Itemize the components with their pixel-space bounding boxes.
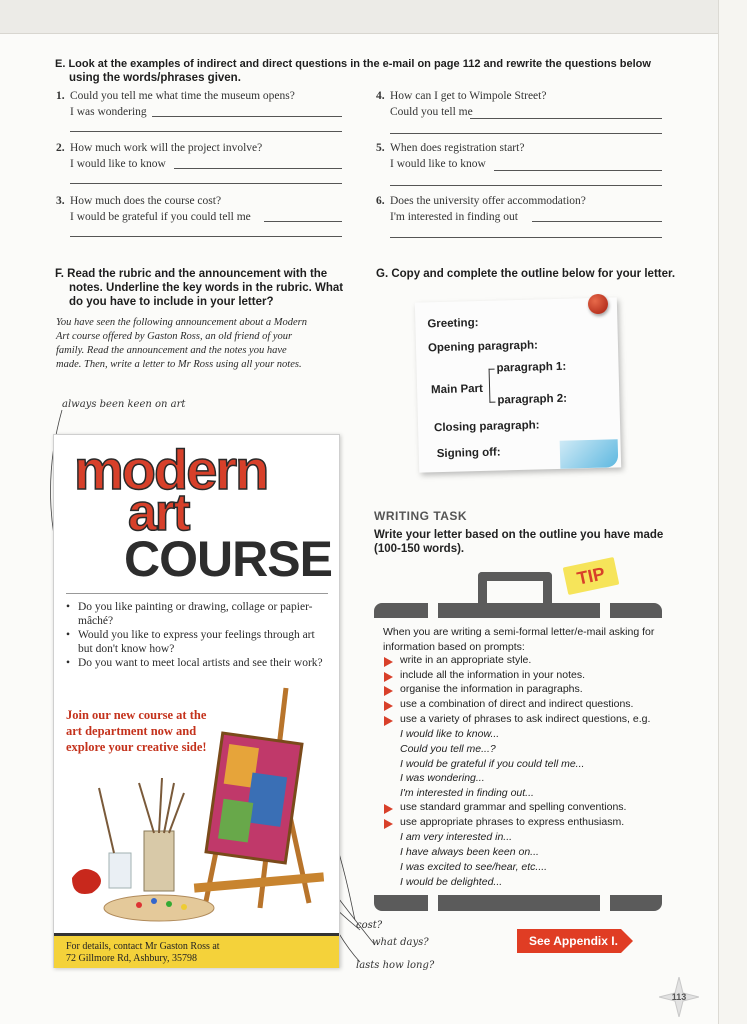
poster-bullet: • Would you like to express your feelings through art but don't know how? xyxy=(66,628,328,656)
handwritten-note-keen: always been keen on art xyxy=(62,399,186,410)
tip-item: use appropriate phrases to express enthusiasm. xyxy=(400,816,625,828)
tip-item: organise the information in paragraphs. xyxy=(400,683,583,695)
poster-bullet: • Do you want to meet local artists and see their work? xyxy=(66,656,328,670)
tip-example: I was excited to see/hear, etc.... xyxy=(400,861,548,873)
question-1: 1. Could you tell me what time the museum opens? I was wondering xyxy=(56,90,295,118)
tip-example: I have always been keen on... xyxy=(400,846,539,858)
answer-line-1b[interactable] xyxy=(70,131,342,132)
answer-line-4a[interactable] xyxy=(470,118,662,119)
tip-example: I would be delighted... xyxy=(400,876,503,888)
bullet-arrow-icon xyxy=(384,686,393,696)
tip-item: use standard grammar and spelling conventions. xyxy=(400,801,627,813)
bar-gap xyxy=(428,598,438,620)
see-appendix-button[interactable]: See Appendix I. xyxy=(517,929,621,953)
tip-example: I would like to know... xyxy=(400,728,500,740)
outline-paragraph-1: paragraph 1: xyxy=(496,360,567,375)
poster-divider xyxy=(66,593,328,594)
tip-intro: When you are writing a semi-formal letter/e-mail asking for information based on prompts: xyxy=(383,626,655,653)
tip-label-tag: TIP xyxy=(563,557,620,595)
outline-signing: Signing off: xyxy=(436,446,501,461)
tip-item: write in an appropriate style. xyxy=(400,654,532,666)
outline-opening: Opening paragraph: xyxy=(427,339,539,355)
exercise-g-heading: G. Copy and complete the outline below for your letter. xyxy=(376,268,676,280)
answer-line-5b[interactable] xyxy=(390,185,662,186)
push-pin-icon xyxy=(588,294,608,314)
handwritten-note-days: what days? xyxy=(372,937,429,948)
card-page-curl xyxy=(560,439,619,469)
exercise-f-rubric: You have seen the following announcement about a Modern Art course offered by Gaston Ross, an old friend of your family. Read the announcement and the notes you have made. Then, write a letter to Mr Ross using all your notes. xyxy=(56,317,307,370)
bullet-arrow-icon xyxy=(384,672,393,682)
tip-example: I am very interested in... xyxy=(400,831,513,843)
briefcase-handle-icon xyxy=(478,572,552,604)
tip-bottom-bar xyxy=(374,895,662,911)
poster-bullet: • Do you like painting or drawing, collage or papier-mâché? xyxy=(66,600,328,628)
bar-gap xyxy=(600,598,610,620)
handwritten-note-cost: cost? xyxy=(356,920,383,931)
question-5: 5. When does registration start? I would like to know xyxy=(376,142,525,170)
writing-task-instruction: Write your letter based on the outline you have made (100-150 words). xyxy=(374,529,664,555)
tip-example: I would be grateful if you could tell me... xyxy=(400,758,585,770)
answer-line-5a[interactable] xyxy=(494,170,662,171)
page-number: 113 xyxy=(671,992,687,1002)
outline-bracket xyxy=(489,369,496,403)
modern-art-course-poster xyxy=(53,434,340,968)
outline-main-part: Main Part xyxy=(430,382,484,397)
appendix-arrow-icon xyxy=(621,929,633,953)
bullet-arrow-icon xyxy=(384,701,393,711)
outline-closing: Closing paragraph: xyxy=(433,419,540,435)
answer-line-6b[interactable] xyxy=(390,237,662,238)
question-2: 2. How much work will the project involve? I would like to know xyxy=(56,142,263,170)
answer-line-3a[interactable] xyxy=(264,221,342,222)
answer-line-2b[interactable] xyxy=(70,183,342,184)
poster-call-to-action: Join our new course at the art department now and explore your creative side! xyxy=(66,708,207,754)
question-6: 6. Does the university offer accommodation? I'm interested in finding out xyxy=(376,195,586,223)
tip-item: include all the information in your notes. xyxy=(400,669,586,681)
bullet-arrow-icon xyxy=(384,819,393,829)
answer-line-6a[interactable] xyxy=(532,221,662,222)
exercise-e-heading: E. Look at the examples of indirect and direct questions in the e-mail on page 112 and rewrite the questions below using the words/phrases given. xyxy=(55,58,651,84)
bar-gap xyxy=(600,893,610,913)
answer-line-4b[interactable] xyxy=(390,133,662,134)
bullet-arrow-icon xyxy=(384,804,393,814)
outline-greeting: Greeting: xyxy=(427,317,479,331)
question-4: 4. How can I get to Wimpole Street? Could you tell me xyxy=(376,90,547,118)
easel-illustration xyxy=(64,683,334,928)
answer-line-2a[interactable] xyxy=(174,168,342,169)
bullet-arrow-icon xyxy=(384,657,393,667)
poster-contact-footer: For details, contact Mr Gaston Ross at 72 Gillmore Rd, Ashbury, 35798 xyxy=(54,933,339,968)
poster-bullet-list xyxy=(66,600,328,670)
poster-word-course: COURSE xyxy=(124,531,332,587)
tip-example: I'm interested in finding out... xyxy=(400,787,534,799)
bullet-arrow-icon xyxy=(384,716,393,726)
tip-example: Could you tell me...? xyxy=(400,743,496,755)
poster-word-art: art xyxy=(128,484,189,542)
exercise-f-heading: F. Read the rubric and the announcement with the notes. Underline the key words in the rubric. What do you have to include in your letter? xyxy=(55,268,344,308)
adjacent-page-edge xyxy=(718,0,747,1024)
answer-line-1a[interactable] xyxy=(152,116,342,117)
writing-task-title: WRITING TASK xyxy=(374,509,468,523)
tip-item: use a combination of direct and indirect questions. xyxy=(400,698,634,710)
page-top-band xyxy=(0,0,718,34)
handwritten-note-length: lasts how long? xyxy=(356,960,435,971)
question-3: 3. How much does the course cost? I would be grateful if you could tell me xyxy=(56,195,251,223)
poster-word-modern: modern xyxy=(74,438,268,501)
tip-item: use a variety of phrases to ask indirect questions, e.g. xyxy=(400,713,651,725)
tip-example: I was wondering... xyxy=(400,772,485,784)
tip-top-bar xyxy=(374,603,662,618)
bar-gap xyxy=(428,893,438,913)
outline-paragraph-2: paragraph 2: xyxy=(497,392,568,407)
answer-line-3b[interactable] xyxy=(70,236,342,237)
